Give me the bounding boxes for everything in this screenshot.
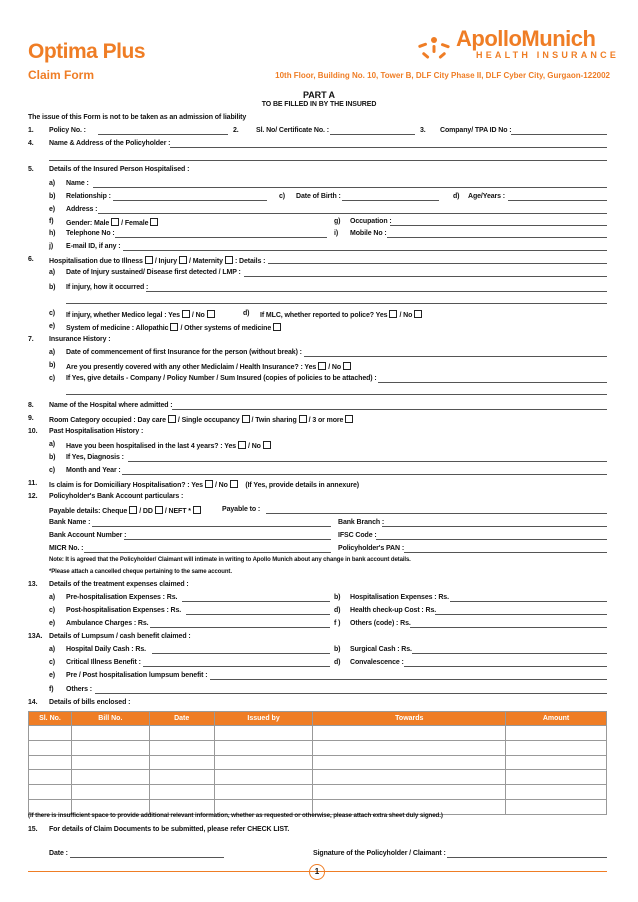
domiciliary-no-checkbox[interactable] bbox=[230, 480, 238, 488]
table-cell[interactable] bbox=[506, 770, 607, 785]
cancelled-cheque-note: *Please attach a cancelled cheque pertaining to the same account. bbox=[49, 569, 232, 575]
item-number: 7. bbox=[28, 336, 34, 343]
item-number: 15. bbox=[28, 826, 38, 833]
item-number: 13A. bbox=[28, 633, 43, 640]
dd-checkbox[interactable] bbox=[155, 506, 163, 514]
injury-how-label: If injury, how it occurred : bbox=[66, 284, 149, 291]
sub-letter: j) bbox=[49, 243, 54, 250]
item-number: 5. bbox=[28, 166, 34, 173]
bills-table bbox=[28, 711, 607, 815]
details-label: : Details : bbox=[234, 258, 266, 265]
surgical-cash-label: Surgical Cash : Rs. bbox=[350, 646, 412, 653]
payable-to-label: Payable to : bbox=[222, 506, 261, 513]
mlc-no-checkbox[interactable] bbox=[414, 310, 422, 318]
account-number-field[interactable] bbox=[124, 539, 331, 540]
day-care-label: Room Category occupied : Day care bbox=[49, 417, 166, 424]
daily-cash-label: Hospital Daily Cash : Rs. bbox=[66, 646, 146, 653]
domiciliary-label: Is claim is for Domiciliary Hospitalisation? : Yes bbox=[49, 482, 203, 489]
allopathic-label: System of medicine : Allopathic bbox=[66, 325, 169, 332]
dob-field[interactable] bbox=[342, 200, 439, 201]
hospitalisation-details-field[interactable] bbox=[268, 263, 607, 264]
sub-letter: b) bbox=[49, 284, 56, 291]
room-category bbox=[49, 415, 355, 424]
no-label: / No bbox=[191, 312, 205, 319]
injury-checkbox[interactable] bbox=[179, 256, 187, 264]
bank-change-note: Note: It is agreed that the Policyholder/ Claimant will intimate in writing to Apollo Munich about any change in bank account details. bbox=[49, 557, 411, 563]
maternity-label: / Maternity bbox=[189, 258, 223, 265]
neft-checkbox[interactable] bbox=[193, 506, 201, 514]
medico-legal-question bbox=[66, 310, 217, 319]
sub-letter: b) bbox=[49, 193, 56, 200]
hospital-name-label: Name of the Hospital where admitted : bbox=[49, 402, 173, 409]
sub-letter: c) bbox=[49, 375, 56, 382]
policy-no-field[interactable] bbox=[98, 134, 228, 135]
lumpsum-label: Pre / Post hospitalisation lumpsum benefit : bbox=[66, 672, 208, 679]
insufficient-space-note: (If there is insufficient space to provide additional relevant information, whether as requested or otherwise, please attach extra sheet duly signed.) bbox=[28, 812, 443, 819]
injury-date-label: Date of Injury sustained/ Disease first detected / LMP : bbox=[66, 269, 241, 276]
sub-letter: c) bbox=[49, 467, 56, 474]
diagnosis-field[interactable] bbox=[128, 461, 607, 462]
apollo-munich-logo-icon bbox=[414, 28, 454, 68]
table-cell[interactable] bbox=[214, 755, 313, 770]
table-cell[interactable] bbox=[506, 785, 607, 800]
sub-letter: g) bbox=[334, 218, 341, 225]
sub-letter: c) bbox=[49, 310, 56, 317]
medico-legal-no-checkbox[interactable] bbox=[207, 310, 215, 318]
mobile-field[interactable] bbox=[387, 237, 607, 238]
sub-letter: e) bbox=[49, 620, 56, 627]
pan-label: Policyholder's PAN : bbox=[338, 545, 405, 552]
table-cell[interactable] bbox=[149, 726, 214, 741]
section-heading: Details of Lumpsum / cash benefit claimed : bbox=[49, 633, 191, 640]
policyholder-address-field[interactable] bbox=[170, 147, 607, 148]
tpa-id-label: Company/ TPA ID No : bbox=[440, 127, 512, 134]
section-heading: Policyholder's Bank Account particulars : bbox=[49, 493, 184, 500]
sub-letter: a) bbox=[49, 349, 56, 356]
injury-how-field[interactable] bbox=[146, 291, 607, 292]
form-title: Claim Form bbox=[28, 68, 95, 82]
section-heading: Insurance History : bbox=[49, 336, 111, 343]
part-title: PART A bbox=[303, 90, 335, 100]
email-field[interactable] bbox=[123, 250, 607, 251]
hospital-name-field[interactable] bbox=[172, 409, 607, 410]
others-label: Others : bbox=[66, 686, 93, 693]
table-cell[interactable] bbox=[506, 755, 607, 770]
twin-sharing-label: / Twin sharing bbox=[251, 417, 297, 424]
table-cell[interactable] bbox=[214, 740, 313, 755]
illness-label: Hospitalisation due to Illness bbox=[49, 258, 143, 265]
item-number: 14. bbox=[28, 699, 38, 706]
other-cover-no-checkbox[interactable] bbox=[343, 362, 351, 370]
sub-letter: h) bbox=[49, 230, 56, 237]
others-code-label: Others (code) : Rs. bbox=[350, 620, 411, 627]
table-cell[interactable] bbox=[29, 740, 72, 755]
sub-letter: c) bbox=[279, 193, 286, 200]
column-header: Bill No. bbox=[71, 712, 149, 726]
medico-legal-yes-checkbox[interactable] bbox=[182, 310, 190, 318]
liability-note: The issue of this Form is not to be taken as an admission of liability bbox=[28, 114, 247, 121]
sub-letter: i) bbox=[334, 230, 339, 237]
pre-hosp-label: Pre-hospitalisation Expenses : Rs. bbox=[66, 594, 178, 601]
mlc-yes-checkbox[interactable] bbox=[389, 310, 397, 318]
item-number: 3. bbox=[420, 127, 426, 134]
item-number: 10. bbox=[28, 428, 38, 435]
single-occupancy-checkbox[interactable] bbox=[242, 415, 250, 423]
item-number: 12. bbox=[28, 493, 38, 500]
table-cell[interactable] bbox=[71, 740, 149, 755]
micr-field[interactable] bbox=[84, 552, 331, 553]
product-title: Optima Plus bbox=[28, 40, 146, 63]
sub-letter: c) bbox=[49, 659, 56, 666]
sub-letter: a) bbox=[49, 646, 56, 653]
sub-letter: d) bbox=[334, 607, 341, 614]
sub-letter: e) bbox=[49, 206, 56, 213]
health-checkup-field[interactable] bbox=[435, 614, 607, 615]
table-cell[interactable] bbox=[71, 726, 149, 741]
sub-letter: d) bbox=[453, 193, 460, 200]
mlc-question bbox=[260, 310, 424, 319]
sub-letter: b) bbox=[334, 594, 341, 601]
item-number: 9. bbox=[28, 415, 34, 422]
relationship-field[interactable] bbox=[113, 200, 267, 201]
single-occupancy-label: / Single occupancy bbox=[177, 417, 240, 424]
table-cell[interactable] bbox=[313, 770, 506, 785]
tpa-id-field[interactable] bbox=[511, 134, 607, 135]
policyholder-name-address-label: Name & Address of the Policyholder : bbox=[49, 140, 171, 147]
post-hosp-label: Post-hospitalisation Expenses : Rs. bbox=[66, 607, 182, 614]
payment-mode bbox=[49, 506, 203, 515]
sub-letter: b) bbox=[49, 454, 56, 461]
other-policy-details-field-2[interactable] bbox=[66, 394, 607, 395]
others-field[interactable] bbox=[95, 693, 607, 694]
date-label: Date : bbox=[49, 850, 68, 857]
section-heading: Details of the treatment expenses claimed : bbox=[49, 581, 189, 588]
date-field[interactable] bbox=[70, 857, 224, 858]
policyholder-address-field-2[interactable] bbox=[49, 160, 607, 161]
pre-hosp-field[interactable] bbox=[182, 601, 330, 602]
bank-name-field[interactable] bbox=[92, 526, 331, 527]
health-checkup-label: Health check-up Cost : Rs. bbox=[350, 607, 437, 614]
table-cell[interactable] bbox=[29, 726, 72, 741]
occupation-field[interactable] bbox=[390, 225, 607, 226]
item-number: 13. bbox=[28, 581, 38, 588]
section-heading: Details of the Insured Person Hospitalised : bbox=[49, 166, 190, 173]
past-hospitalised-no-checkbox[interactable] bbox=[263, 441, 271, 449]
table-row bbox=[29, 740, 607, 755]
table-cell[interactable] bbox=[313, 726, 506, 741]
page-number: 1 bbox=[309, 864, 325, 880]
no-label: / No bbox=[328, 364, 342, 371]
other-policy-details-label: If Yes, give details - Company / Policy Number / Sum Insured (copies of policies to be attached) : bbox=[66, 375, 377, 382]
brand-subtitle: HEALTH INSURANCE bbox=[476, 50, 620, 60]
table-cell[interactable] bbox=[71, 785, 149, 800]
account-number-label: Bank Account Number : bbox=[49, 532, 127, 539]
three-or-more-checkbox[interactable] bbox=[345, 415, 353, 423]
table-cell[interactable] bbox=[313, 785, 506, 800]
table-cell[interactable] bbox=[149, 770, 214, 785]
sub-letter: e) bbox=[49, 672, 56, 679]
table-header-row bbox=[29, 712, 607, 726]
column-header: Date bbox=[149, 712, 214, 726]
domiciliary-note: (If Yes, provide details in annexure) bbox=[245, 482, 360, 489]
table-row bbox=[29, 770, 607, 785]
micr-label: MICR No. : bbox=[49, 545, 84, 552]
hosp-expenses-label: Hospitalisation Expenses : Rs. bbox=[350, 594, 449, 601]
policy-no-label: Policy No. : bbox=[49, 127, 86, 134]
domiciliary-question bbox=[49, 480, 359, 489]
cheque-label: Payable details: Cheque bbox=[49, 508, 128, 515]
twin-sharing-checkbox[interactable] bbox=[299, 415, 307, 423]
table-cell[interactable] bbox=[313, 740, 506, 755]
no-label: / No bbox=[399, 312, 413, 319]
sub-letter: b) bbox=[334, 646, 341, 653]
other-systems-label: / Other systems of medicine bbox=[180, 325, 272, 332]
section-heading: Past Hospitalisation History : bbox=[49, 428, 144, 435]
allopathic-checkbox[interactable] bbox=[170, 323, 178, 331]
gender-female-label: / Female bbox=[121, 220, 149, 227]
table-row bbox=[29, 785, 607, 800]
age-field[interactable] bbox=[508, 200, 607, 201]
table-cell[interactable] bbox=[71, 770, 149, 785]
injury-label: / Injury bbox=[154, 258, 178, 265]
month-year-field[interactable] bbox=[122, 474, 607, 475]
illness-checkbox[interactable] bbox=[145, 256, 153, 264]
table-cell[interactable] bbox=[214, 785, 313, 800]
telephone-label: Telephone No : bbox=[66, 230, 115, 237]
first-insurance-field[interactable] bbox=[304, 356, 607, 357]
dob-label: Date of Birth : bbox=[296, 193, 341, 200]
other-cover-question bbox=[66, 362, 353, 371]
post-hosp-field[interactable] bbox=[186, 614, 330, 615]
other-policy-details-field[interactable] bbox=[378, 382, 607, 383]
convalescence-label: Convalescence : bbox=[350, 659, 404, 666]
sub-letter: a) bbox=[49, 180, 56, 187]
dd-label: / DD bbox=[139, 508, 153, 515]
three-or-more-label: / 3 or more bbox=[308, 417, 344, 424]
mlc-label: If MLC, whether reported to police? Yes bbox=[260, 312, 388, 319]
lumpsum-field[interactable] bbox=[210, 679, 607, 680]
company-address: 10th Floor, Building No. 10, Tower B, DLF City Phase II, DLF Cyber City, Gurgaon-122002 bbox=[275, 71, 610, 80]
convalescence-field[interactable] bbox=[404, 666, 607, 667]
item-number: 6. bbox=[28, 256, 34, 263]
column-header: Issued by bbox=[214, 712, 313, 726]
table-cell[interactable] bbox=[29, 770, 72, 785]
table-cell[interactable] bbox=[313, 755, 506, 770]
table-cell[interactable] bbox=[506, 740, 607, 755]
section-heading: Details of bills enclosed : bbox=[49, 699, 131, 706]
table-cell[interactable] bbox=[214, 770, 313, 785]
past-hospitalised-label: Have you been hospitalised in the last 4 years? : Yes bbox=[66, 443, 237, 450]
bank-branch-field[interactable] bbox=[382, 526, 607, 527]
past-hospitalised-yes-checkbox[interactable] bbox=[238, 441, 246, 449]
table-cell[interactable] bbox=[214, 726, 313, 741]
pan-field[interactable] bbox=[404, 552, 607, 553]
sub-letter: f) bbox=[49, 686, 54, 693]
cheque-checkbox[interactable] bbox=[129, 506, 137, 514]
critical-illness-label: Critical Illness Benefit : bbox=[66, 659, 141, 666]
table-cell[interactable] bbox=[71, 755, 149, 770]
bank-name-label: Bank Name : bbox=[49, 519, 91, 526]
checklist-instruction: For details of Claim Documents to be submitted, please refer CHECK LIST. bbox=[49, 826, 290, 833]
past-hospitalised-question bbox=[66, 441, 273, 450]
injury-how-field-2[interactable] bbox=[66, 303, 607, 304]
male-checkbox[interactable] bbox=[111, 218, 119, 226]
other-cover-label: Are you presently covered with any other Mediclaim / Health Insurance? : Yes bbox=[66, 364, 317, 371]
ambulance-label: Ambulance Charges : Rs. bbox=[66, 620, 149, 627]
gender-label bbox=[66, 218, 160, 227]
gender-male-label: Gender: Male bbox=[66, 220, 110, 227]
month-year-label: Month and Year : bbox=[66, 467, 121, 474]
table-cell[interactable] bbox=[149, 785, 214, 800]
daily-cash-field[interactable] bbox=[152, 653, 330, 654]
table-cell[interactable] bbox=[29, 785, 72, 800]
certificate-no-label: Sl. No/ Certificate No. : bbox=[256, 127, 329, 134]
surgical-cash-field[interactable] bbox=[412, 653, 607, 654]
sub-letter: c) bbox=[49, 607, 56, 614]
first-insurance-label: Date of commencement of first Insurance for the person (without break) : bbox=[66, 349, 302, 356]
table-cell[interactable] bbox=[149, 755, 214, 770]
signature-field[interactable] bbox=[447, 857, 607, 858]
hosp-expenses-field[interactable] bbox=[450, 601, 607, 602]
sub-letter: a) bbox=[49, 594, 56, 601]
day-care-checkbox[interactable] bbox=[168, 415, 176, 423]
sub-letter: f) bbox=[49, 218, 54, 225]
sub-letter: f ) bbox=[334, 620, 341, 627]
telephone-field[interactable] bbox=[115, 237, 327, 238]
other-systems-checkbox[interactable] bbox=[273, 323, 281, 331]
no-label: / No bbox=[248, 443, 261, 450]
item-number: 8. bbox=[28, 402, 34, 409]
medico-legal-label: If injury, whether Medico legal : Yes bbox=[66, 312, 180, 319]
female-checkbox[interactable] bbox=[150, 218, 158, 226]
others-code-field[interactable] bbox=[410, 627, 607, 628]
ambulance-field[interactable] bbox=[150, 627, 330, 628]
hospitalisation-cause bbox=[49, 256, 265, 265]
brand-name: ApolloMunich bbox=[456, 26, 596, 51]
table-cell[interactable] bbox=[29, 755, 72, 770]
table-cell[interactable] bbox=[149, 740, 214, 755]
name-field[interactable] bbox=[93, 187, 607, 188]
occupation-label: Occupation : bbox=[350, 218, 392, 225]
certificate-no-field[interactable] bbox=[330, 134, 415, 135]
item-number: 11. bbox=[28, 480, 38, 487]
column-header: Sl. No. bbox=[29, 712, 72, 726]
injury-date-field[interactable] bbox=[244, 276, 607, 277]
sub-letter: e) bbox=[49, 323, 56, 330]
medicine-system-question bbox=[66, 323, 283, 332]
maternity-checkbox[interactable] bbox=[225, 256, 233, 264]
age-label: Age/Years : bbox=[468, 193, 506, 200]
address-label: Address : bbox=[66, 206, 98, 213]
item-number: 1. bbox=[28, 127, 34, 134]
relationship-label: Relationship : bbox=[66, 193, 111, 200]
name-label: Name : bbox=[66, 180, 89, 187]
table-row bbox=[29, 755, 607, 770]
no-label: / No bbox=[214, 482, 228, 489]
sub-letter: d) bbox=[334, 659, 341, 666]
domiciliary-yes-checkbox[interactable] bbox=[205, 480, 213, 488]
email-label: E-mail ID, if any : bbox=[66, 243, 121, 250]
table-row bbox=[29, 726, 607, 741]
diagnosis-label: If Yes, Diagnosis : bbox=[66, 454, 124, 461]
address-field[interactable] bbox=[98, 213, 607, 214]
table-cell[interactable] bbox=[506, 726, 607, 741]
critical-illness-field[interactable] bbox=[143, 666, 330, 667]
table-cell[interactable] bbox=[506, 799, 607, 814]
other-cover-yes-checkbox[interactable] bbox=[318, 362, 326, 370]
mobile-label: Mobile No : bbox=[350, 230, 387, 237]
neft-label: / NEFT * bbox=[164, 508, 191, 515]
sub-letter: a) bbox=[49, 441, 56, 448]
signature-label: Signature of the Policyholder / Claimant : bbox=[313, 850, 446, 857]
ifsc-label: IFSC Code : bbox=[338, 532, 377, 539]
sub-letter: a) bbox=[49, 269, 56, 276]
item-number: 2. bbox=[233, 127, 239, 134]
sub-letter: d) bbox=[243, 310, 250, 317]
column-header: Towards bbox=[313, 712, 506, 726]
column-header: Amount bbox=[506, 712, 607, 726]
bank-branch-label: Bank Branch : bbox=[338, 519, 385, 526]
sub-letter: b) bbox=[49, 362, 56, 369]
part-subtitle: TO BE FILLED IN BY THE INSURED bbox=[261, 101, 377, 108]
payable-to-field[interactable] bbox=[266, 513, 607, 514]
item-number: 4. bbox=[28, 140, 34, 147]
ifsc-field[interactable] bbox=[376, 539, 607, 540]
